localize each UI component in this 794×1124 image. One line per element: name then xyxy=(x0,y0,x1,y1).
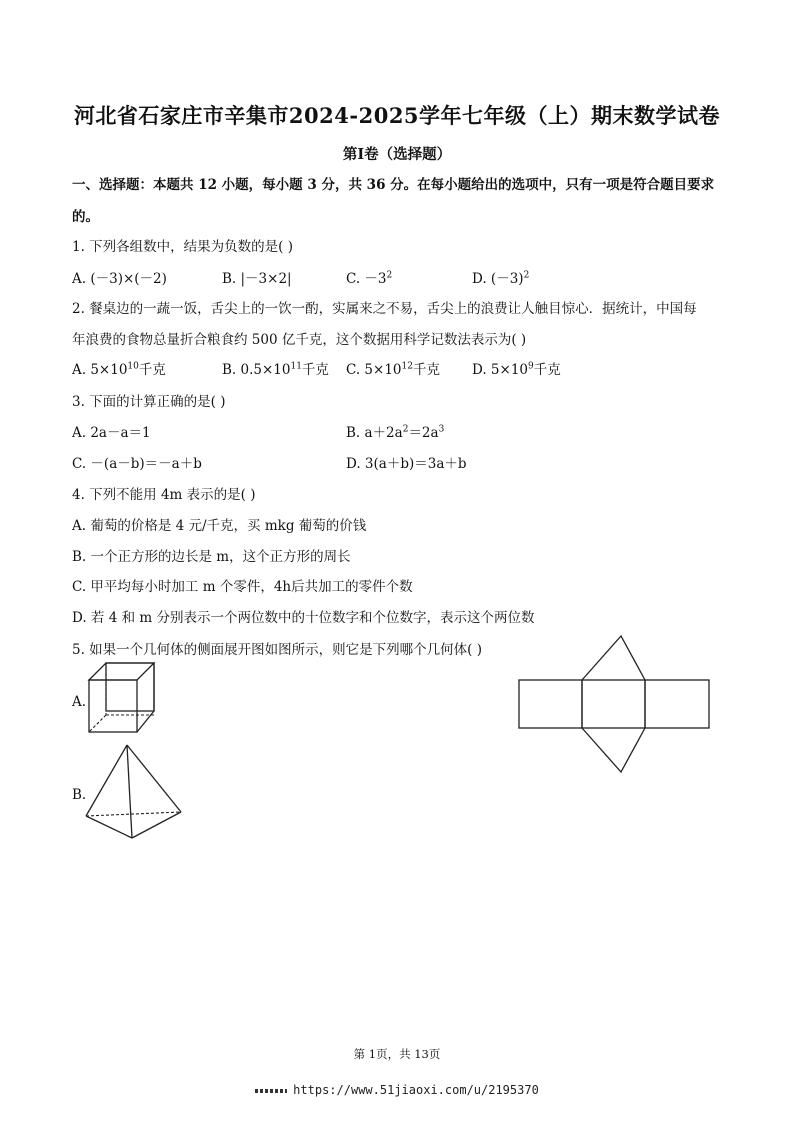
q1-option-b: B. |－3×2| xyxy=(222,271,292,287)
q2-option-d: D. $5\times 10^9$千克 xyxy=(472,361,561,378)
section-heading-line1: 一、选择题：本题共 12 小题，每小题 3 分，共 36 分。在每小题给出的选项中，只有一项是符合题目要求 xyxy=(72,177,715,193)
section-heading-line2: 的。 xyxy=(72,209,99,225)
q4-option-c: C. 甲平均每小时加工 m 个零件，4h后共加工的零件个数 xyxy=(72,579,413,595)
q4-option-a: A. 葡萄的价格是 4 元/千克，买 mkg 葡萄的价钱 xyxy=(72,518,367,534)
watermark xyxy=(0,1083,794,1097)
q3-option-d: D. 3(a＋b)＝3a＋b xyxy=(346,456,467,472)
q4-option-d: D. 若 4 和 m 分别表示一个两位数中的十位数字和个位数字，表示这个两位数 xyxy=(72,610,535,626)
q3-stem: 3. 下面的计算正确的是( ) xyxy=(72,394,226,410)
q3-option-a: A. 2a－a＝1 xyxy=(72,425,151,441)
part-subtitle: 第Ⅰ卷（选择题） xyxy=(342,146,452,163)
q1-option-a: A. (－3)×(－2) xyxy=(72,271,167,287)
q3-option-c: C. －(a－b)＝－a＋b xyxy=(72,456,202,472)
pyramid-figure xyxy=(84,742,184,842)
q4-option-b: B. 一个正方形的边长是 m，这个正方形的周长 xyxy=(72,549,351,565)
q2-option-a: A. $5\times 10^{10}$千克 xyxy=(72,361,166,378)
q2-option-b: B. $0.5\times 10^{11}$千克 xyxy=(222,361,329,378)
q2-option-c: C. $5\times 10^{12}$千克 xyxy=(346,361,440,378)
watermark-url: https://www.51jiaoxi.com/u/2195370 xyxy=(293,1083,539,1097)
q5-option-a-label: A. xyxy=(72,694,87,710)
q2-stem-line2: 年浪费的食物总量折合粮食约 500 亿千克，这个数据用科学记数法表示为( ) xyxy=(72,332,527,348)
watermark-logo xyxy=(255,1089,287,1093)
page-title: 河北省石家庄市辛集市2024-2025学年七年级（上）期末数学试卷 xyxy=(73,103,721,128)
q3-option-b: B. $a+2a^2=2a^3$ xyxy=(346,424,445,441)
q1-option-d: D. $(-3)^2$ xyxy=(472,270,530,287)
page-footer: 第 1页，共 13页 xyxy=(353,1047,441,1061)
q4-stem: 4. 下列不能用 4m 表示的是( ) xyxy=(72,487,256,503)
q1-stem: 1. 下列各组数中，结果为负数的是( ) xyxy=(72,239,293,255)
q5-stem: 5. 如果一个几何体的侧面展开图如图所示，则它是下列哪个几何体( ) xyxy=(72,642,482,658)
net-figure xyxy=(516,633,714,778)
q5-option-b-label: B. xyxy=(72,787,87,803)
cube-figure xyxy=(86,660,158,738)
q1-option-c: C. $-3^2$ xyxy=(346,270,393,287)
q2-stem-line1: 2. 餐桌边的一蔬一饭，舌尖上的一饮一酌，实属来之不易，舌尖上的浪费让人触目惊心．据统计，中国每 xyxy=(72,301,697,317)
